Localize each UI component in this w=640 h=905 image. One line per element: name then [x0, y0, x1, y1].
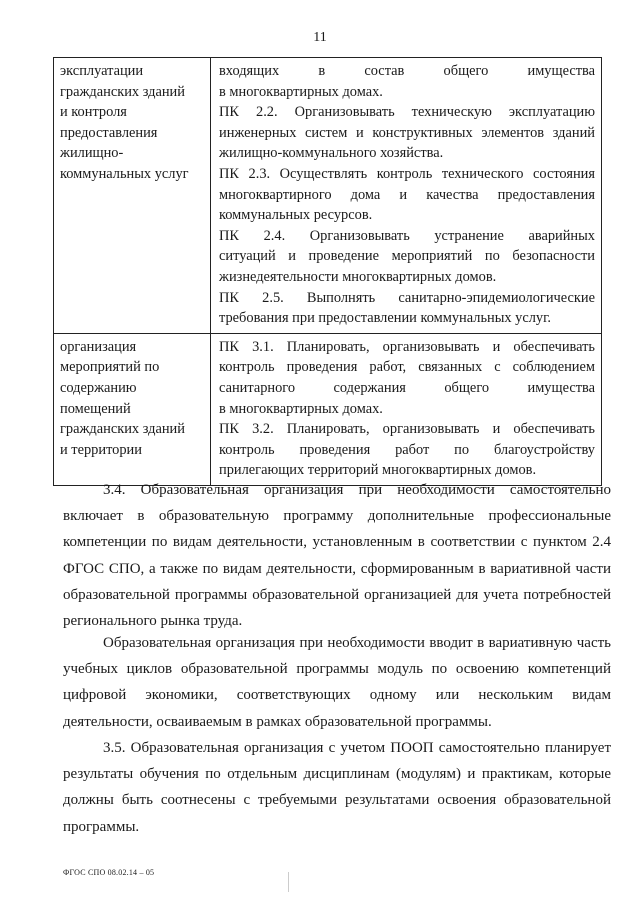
paragraph-line: результаты обучения по отдельным дисциплинам (модулям) и практикам, которые: [63, 766, 611, 783]
activity-area-line: гражданских зданий: [60, 83, 185, 100]
competency-table: [53, 57, 602, 486]
paragraph-line: 3.5. Образовательная организация с учетом ПООП самостоятельно планирует: [103, 740, 611, 756]
scan-mark: [288, 872, 289, 892]
paragraph-line: учебных циклов образовательной программы модуль по освоению компетенций: [63, 661, 611, 678]
competency-line: в многоквартирных домах.: [219, 83, 383, 100]
paragraph-line: цифровой экономики, соответствующих одному или нескольким видам: [63, 687, 611, 704]
activity-area-line: предоставления: [60, 124, 158, 141]
paragraph-line: регионального рынка труда.: [63, 613, 243, 630]
competency-line: ПК 2.2. Организовывать техническую эксплуатацию: [219, 104, 595, 121]
activity-area-line: эксплуатации: [60, 63, 144, 79]
table-row: [54, 333, 602, 485]
activity-area-line: и контроля: [60, 104, 127, 121]
competency-line: ПК 2.5. Выполнять санитарно-эпидемиологические: [219, 289, 595, 306]
table-row: [54, 58, 602, 334]
competency-cell: [211, 333, 602, 485]
competency-line: ПК 2.4. Организовывать устранение аварийных: [219, 227, 595, 244]
competency-line: контроль проведения работ, связанных с соблюдением: [219, 359, 595, 376]
competency-line: коммунальных ресурсов.: [219, 207, 373, 224]
activity-area-line: и территории: [60, 441, 142, 458]
paragraph-3-5: [63, 735, 611, 840]
activity-area-line: содержанию: [60, 379, 137, 396]
paragraph-line: деятельности, осваиваемым в рамках образовательной программы.: [63, 713, 492, 730]
competency-line: жилищно-коммунального хозяйства.: [219, 145, 444, 162]
activity-area-cell: [54, 333, 211, 485]
activity-area-line: жилищно-: [60, 145, 124, 162]
competency-line: требования при предоставлении коммунальных услуг.: [219, 310, 552, 327]
competency-line: прилегающих территорий многоквартирных домов.: [219, 462, 537, 479]
paragraph-line: образовательной программы образовательной организацией для учета потребностей: [63, 586, 611, 603]
competency-line: контроль проведения работ по благоустройству: [219, 441, 595, 458]
page-number: 11: [313, 30, 327, 45]
activity-area-line: мероприятий по: [60, 359, 160, 376]
activity-area-line: гражданских зданий: [60, 421, 185, 438]
competency-line: инженерных систем и конструктивных элементов зданий: [219, 124, 595, 141]
paragraph-3-4: [63, 477, 611, 634]
competency-cell: [211, 58, 602, 334]
competency-line: входящих в состав общего имущества: [219, 63, 595, 79]
competency-line: санитарного содержания общего имущества: [219, 379, 595, 396]
activity-area-line: помещений: [60, 400, 131, 417]
competency-line: ПК 2.3. Осуществлять контроль технического состояния: [219, 165, 595, 182]
paragraph-line: включает в образовательную программу дополнительные профессиональные: [63, 508, 611, 525]
competency-line: многоквартирного дома и качества предоставления: [219, 186, 595, 203]
competency-line: ПК 3.2. Планировать, организовывать и обеспечивать: [219, 421, 595, 438]
paragraph-line: компетенции по видам деятельности, установленным в соответствии с пунктом 2.4: [63, 534, 611, 551]
competency-line: жизнедеятельности многоквартирных домов.: [219, 268, 497, 285]
paragraph-digital-economy: [63, 630, 611, 735]
paragraph-line: Образовательная организация при необходимости вводит в вариативную часть: [103, 635, 611, 651]
paragraph-line: программы.: [63, 818, 140, 835]
activity-area-line: коммунальных услуг: [60, 165, 189, 182]
paragraph-line: ФГОС СПО, а также по видам деятельности, сформированным в вариативной части: [63, 560, 611, 577]
paragraph-line: должны быть соотнесены с требуемыми результатами освоения образовательной: [63, 792, 611, 809]
paragraph-line: 3.4. Образовательная организация при необходимости самостоятельно: [103, 482, 611, 498]
activity-area-cell: [54, 58, 211, 334]
activity-area-line: организация: [60, 338, 137, 355]
competency-line: в многоквартирных домах.: [219, 400, 383, 417]
footer-code: ФГОС СПО 08.02.14 – 05: [63, 868, 155, 877]
competency-line: ситуаций и проведение мероприятий по безопасности: [219, 248, 595, 265]
competency-line: ПК 3.1. Планировать, организовывать и обеспечивать: [219, 338, 595, 355]
